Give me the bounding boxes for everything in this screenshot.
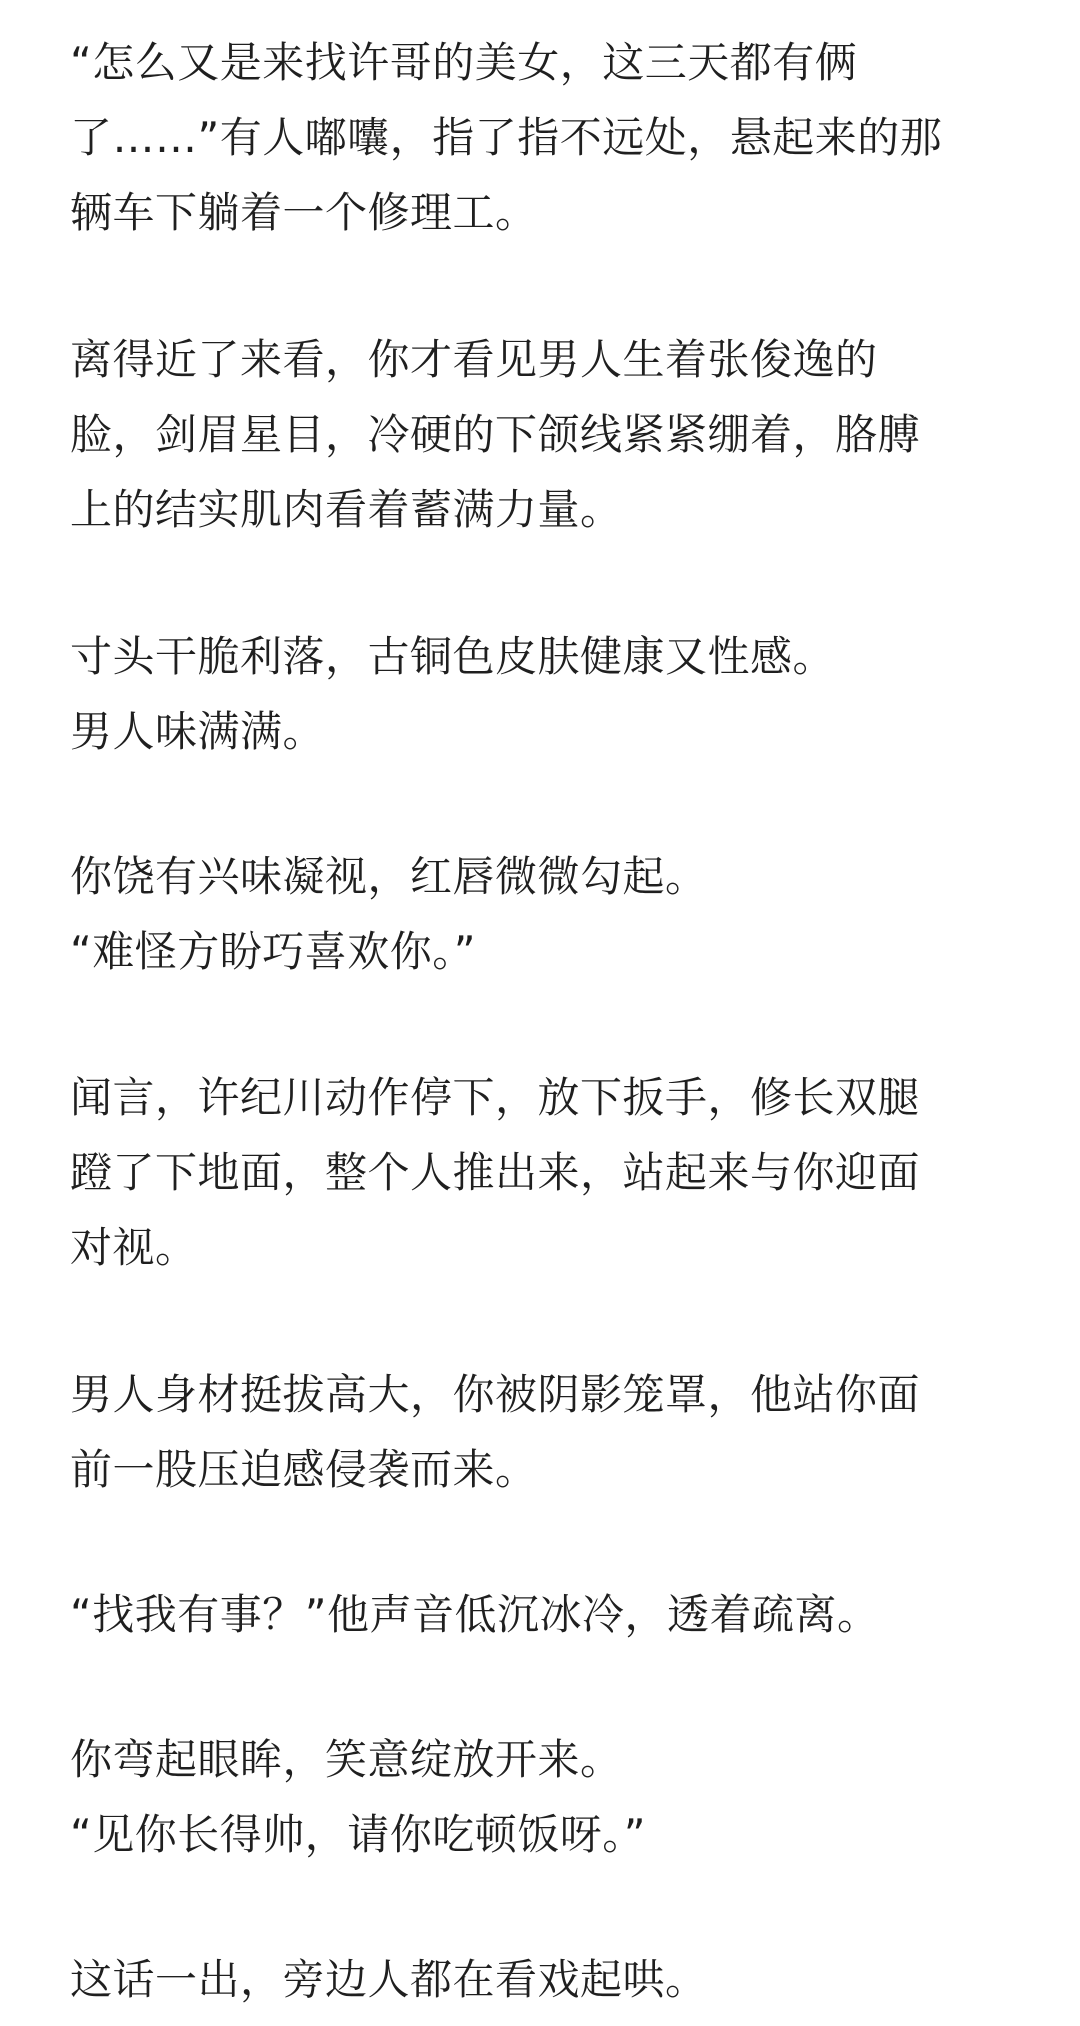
paragraph-5-line-1: 闻言，许纪川动作停下，放下扳手，修长双腿 — [70, 1073, 921, 1122]
paragraph-2-line-1: 离得近了来看，你才看见男人生着张俊逸的 — [70, 335, 878, 384]
paragraph-5-line-3: 对视。 — [70, 1223, 198, 1272]
paragraph-2-line-3: 上的结实肌肉看着蓄满力量。 — [70, 485, 623, 534]
paragraph-4-line-2: “难怪方盼巧喜欢你。” — [70, 927, 477, 976]
paragraph-6-line-1: 男人身材挺拔高大，你被阴影笼罩，他站你面 — [70, 1370, 921, 1419]
paragraph-1-line-2: 了……”有人嘟囔，指了指不远处，悬起来的那 — [70, 113, 943, 162]
paragraph-3-line-1: 寸头干脆利落，古铜色皮肤健康又性感。 — [70, 632, 836, 681]
paragraph-8-line-2: “见你长得帅，请你吃顿饭呀。” — [70, 1810, 647, 1859]
paragraph-1-line-3: 辆车下躺着一个修理工。 — [70, 188, 538, 237]
paragraph-2-line-2: 脸，剑眉星目，冷硬的下颌线紧紧绷着，胳膊 — [70, 410, 921, 459]
paragraph-3-line-2: 男人味满满。 — [70, 707, 326, 756]
paragraph-4-line-1: 你饶有兴味凝视，红唇微微勾起。 — [70, 852, 708, 901]
paragraph-7-line-1: “找我有事？”他声音低沉冰冷，透着疏离。 — [70, 1590, 880, 1639]
paragraph-5-line-2: 蹬了下地面，整个人推出来，站起来与你迎面 — [70, 1148, 921, 1197]
paragraph-9-line-1: 这话一出，旁边人都在看戏起哄。 — [70, 1955, 708, 2004]
paragraph-8-line-1: 你弯起眼眸，笑意绽放开来。 — [70, 1735, 623, 1784]
paragraph-1-line-1: “怎么又是来找许哥的美女，这三天都有俩 — [70, 38, 858, 87]
paragraph-6-line-2: 前一股压迫感侵袭而来。 — [70, 1445, 538, 1494]
